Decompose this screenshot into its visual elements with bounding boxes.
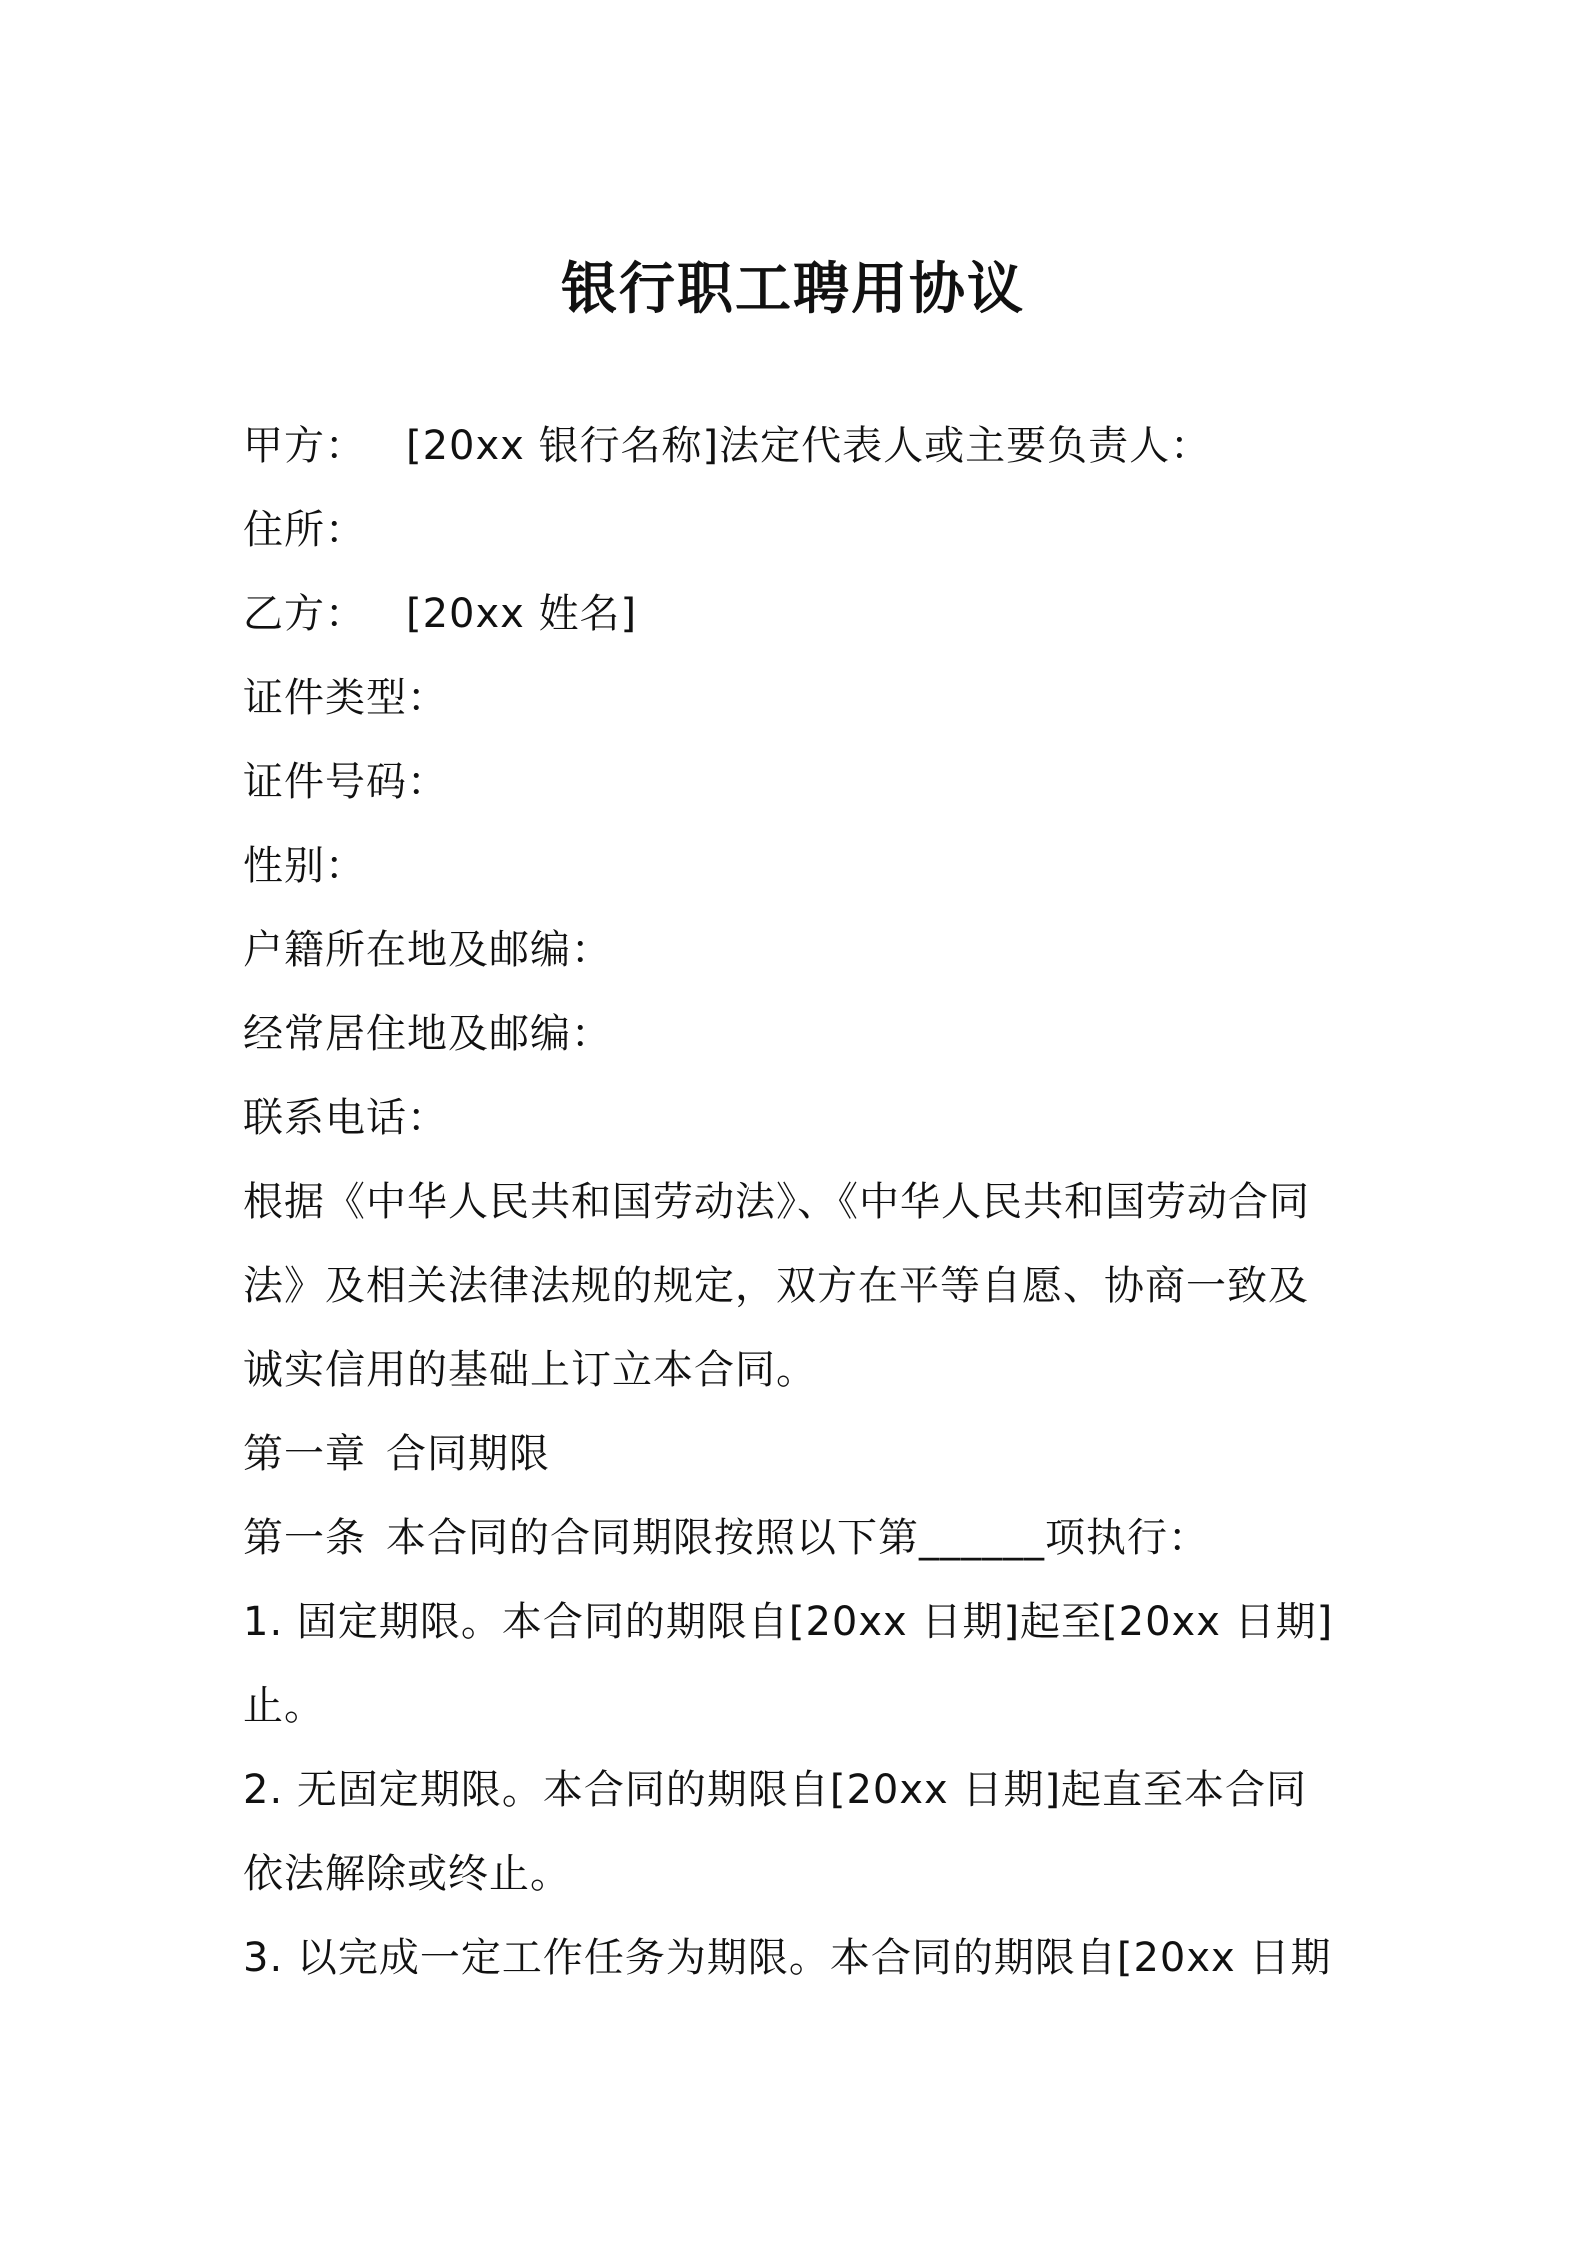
document-body: [243, 404, 1358, 2000]
party-b-label: 乙方：: [243, 591, 366, 637]
id-type-line: [243, 656, 1358, 740]
party-b-value: [20xx 姓名]: [406, 591, 638, 637]
id-number-line: [243, 740, 1358, 824]
phone-label: 联系电话：: [243, 1095, 448, 1141]
chapter-label: 第一章: [243, 1431, 366, 1477]
id-number-label: 证件号码：: [243, 759, 448, 805]
article-label: 第一条: [243, 1515, 366, 1561]
item-line-4: 依法解除或终止。: [243, 1851, 571, 1897]
chapter-title: 合同期限: [386, 1431, 550, 1477]
party-b-line: [243, 572, 1358, 656]
article-heading: [243, 1496, 1358, 1580]
article-text: 本合同的合同期限按照以下第______项执行：: [386, 1515, 1209, 1561]
gender-line: [243, 824, 1358, 908]
household-address-line: [243, 908, 1358, 992]
item-line-3: 2. 无固定期限。本合同的期限自[20xx 日期]起直至本合同: [243, 1767, 1308, 1813]
party-a-value: [20xx 银行名称]法定代表人或主要负责人：: [406, 423, 1212, 469]
item-line-2: 止。: [243, 1683, 325, 1729]
paragraph-line-2: 法》及相关法律法规的规定，双方在平等自愿、协商一致及: [243, 1263, 1309, 1309]
chapter-heading: [243, 1412, 1358, 1496]
address-label: 住所：: [243, 507, 366, 553]
phone-line: [243, 1076, 1358, 1160]
gender-label: 性别：: [243, 843, 366, 889]
party-a-label: 甲方：: [243, 423, 366, 469]
paragraph-line-1: 根据《中华人民共和国劳动法》、《中华人民共和国劳动合同: [243, 1179, 1310, 1225]
residence-address-line: [243, 992, 1358, 1076]
party-a-line: [243, 404, 1358, 488]
document-title: 银行职工聘用协议: [561, 257, 1025, 322]
paragraph-line-3: 诚实信用的基础上订立本合同。: [243, 1347, 817, 1393]
item-line-1: 1. 固定期限。本合同的期限自[20xx 日期]起至[20xx 日期]: [243, 1599, 1334, 1645]
household-address-label: 户籍所在地及邮编：: [243, 927, 612, 973]
residence-address-label: 经常居住地及邮编：: [243, 1011, 612, 1057]
address-line: [243, 488, 1358, 572]
id-type-label: 证件类型：: [243, 675, 448, 721]
item-line-5: 3. 以完成一定工作任务为期限。本合同的期限自[20xx 日期: [243, 1935, 1332, 1981]
